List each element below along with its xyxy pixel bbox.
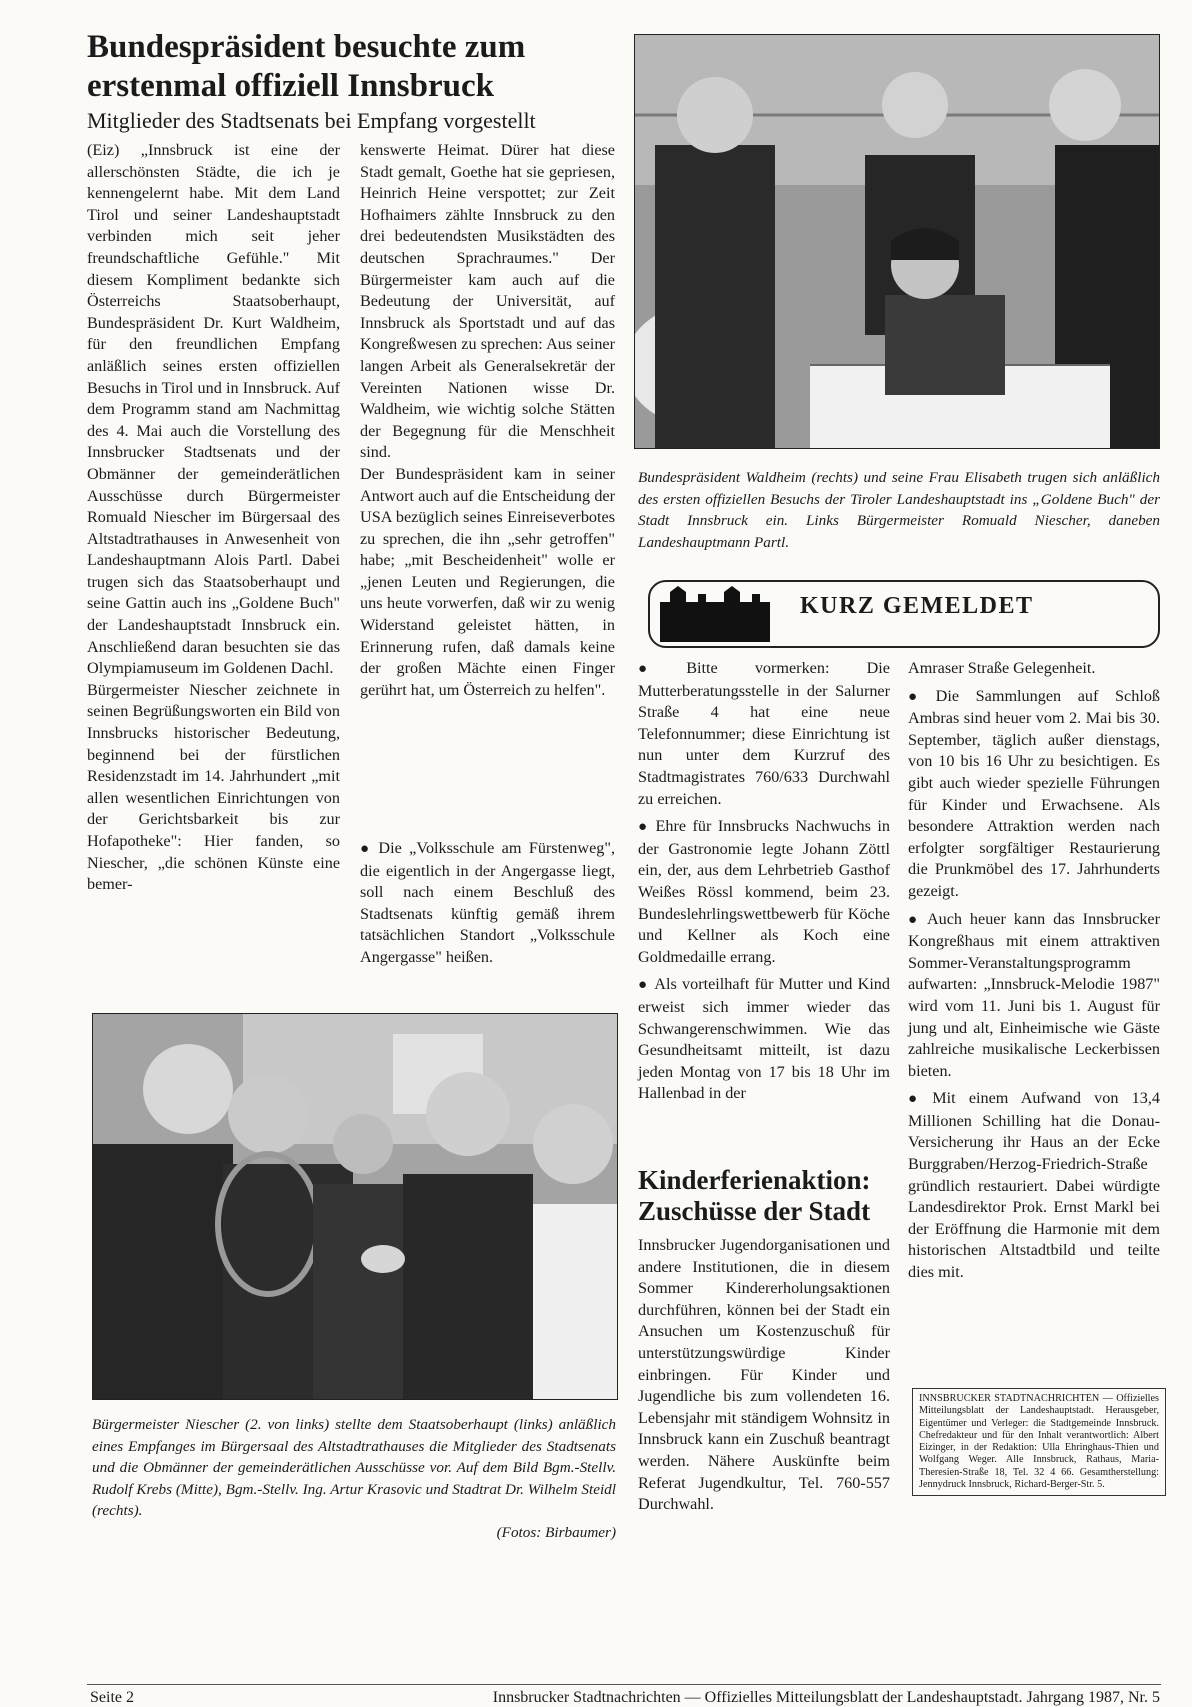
article-column-1 (87, 140, 340, 896)
bullet-icon: ● (638, 819, 650, 836)
kurz-item: ● Als vorteilhaft für Mutter und Kind erweist sich immer wieder das Schwangerenschwimmen. Wie das Gesundheitsamt mitteilt, ist dazu jeden Montag von 17 bis 18 Uhr im Hallenbad in der (638, 975, 890, 1103)
footer-rule (87, 1684, 1161, 1685)
article-paragraph: Der Bundespräsident kam in seiner Antwort auch auf die Entscheidung der USA bezüglich seines Einreiseverbotes zu sprechen, die ihn „sehr getroffen" habe; „mit Bescheidenheit" wolle er „jenen Leuten und Regierungen, die uns heute vorwerfen, daß wir zu wenig Widerstand geleistet hätten, in Erinnerung rufen, daß damals keine der großen Mächte einen Finger gerührt hat, um Österreich zu helfen". (360, 464, 615, 699)
kinder-headline: Kinderferienaktion: Zuschüsse der Stadt (638, 1165, 871, 1226)
article-paragraph: Bürgermeister Niescher zeichnete in seinen Begrüßungsworten ein Bild von Innsbrucks historischer Bedeutung, beginnend bei der fürstlichen Residenzstadt im 14. Jahrhundert „mit allen wesentlichen Einrichtungen von der Gerichtsbarkeit bis zur Hofapotheke": Hier fanden, so Niescher, „die schönen Künste eine bemer- (87, 680, 340, 894)
kurz-item: ● Auch heuer kann das Innsbrucker Kongreßhaus mit einem attraktiven Sommer-Veranstaltungsprogramm aufwarten: „Innsbruck-Melodie 1987" wird vom 11. Juni bis 1. August für jung und alt, Einheimische wie Gäste zahlreiche musikalische Leckerbissen bieten. (908, 909, 1160, 1080)
note-text: Die „Volksschule am Fürstenweg", die eigentlich in der Angergasse liegt, soll nach einem Beschluß des Stadtsenats künftig gemäß ihrem tatsächlichen Standort „Volksschule Angergasse" heißen. (360, 839, 616, 966)
bullet-icon: ● (908, 911, 921, 928)
bullet-icon: ● (908, 688, 930, 705)
kurz-item: ● Ehre für Innsbrucks Nachwuchs in der Gastronomie legte Johann Zöttl ein, der, aus dem Lehrbetrieb Gasthof Weißes Rössl kommend, beim 23. Bundeslehrlingswettbewerb für Köche und Kellner als Koch eine Goldmedaille errang. (638, 817, 890, 966)
kurz-gemeldet-title: KURZ GEMELDET (800, 593, 1034, 619)
impressum-box: INNSBRUCKER STADTNACHRICHTEN — Offizielles Mitteilungsblatt der Landeshauptstadt. Herausgeber, Eigentümer und Verleger: die Stadtgemeinde Innsbruck. Chefredakteur und für den Inhalt verantwortlich: Albert Eizinger, in der Redaktion: Ulla Ehringhaus-Thien und Wolfgang Weger. Alle Innsbruck, Rathaus, Maria-Theresien-Straße 18, Tel. 32 4 66. Gesamtherstellung: Jennydruck Innsbruck, Richard-Berger-Str. 5. (912, 1388, 1166, 1496)
photo-illustration (635, 35, 1159, 448)
photo-golden-book-signing (634, 34, 1160, 449)
article-headline: Bundespräsident besuchte zum erstenmal offiziell Innsbruck (87, 29, 526, 104)
kinder-body: Innsbrucker Jugendorganisationen und andere Institutionen, die in diesem Sommer Kindererholungsaktionen durchführen, können bei der Stadt ein Ansuchen um Kostenzuschuß für unterstützungswürdige Kinder einbringen. Für Kinder und Jugendliche bis zum vollendeten 16. Lebensjahr mit ständigem Wohnsitz in Innsbruck kann ein Zuschuß beantragt werden. Nähere Auskünfte beim Referat Jugendkultur, Tel. 760-557 Durchwahl. (638, 1236, 890, 1514)
article-paragraph: (Eiz) „Innsbruck ist eine der allerschönsten Städte, die ich je kennengelernt habe. Mit dem Land Tirol und seiner Landeshauptstadt verbinden mich seit jeher freundschaftliche Gefühle." Mit diesem Kompliment bedankte sich Österreichs Staatsoberhaupt, Bundespräsident Dr. Kurt Waldheim, für den freundlichen Empfang anläßlich seines ersten offiziellen Besuchs in Tirol und in Innsbruck. Auf dem Programm stand am Nachmittag des 4. Mai auch die Vorstellung des Innsbrucker Stadtsenats und der Obmänner der gemeinderätlichen Ausschüsse durch Bürgermeister Romuald Niescher im Bürgersaal des Altstadtrathauses in Anwesenheit von Landeshauptmann Alois Partl. Dabei trugen sich das Staatsoberhaupt und seine Gattin auch ins „Goldene Buch" der Landeshauptstadt Innsbruck ein. Anschließend daran besuchten sie das Olympiamuseum im Goldenen Dachl. (87, 141, 340, 678)
photo-top-caption: Bundespräsident Waldheim (rechts) und seine Frau Elisabeth trugen sich anläßlich des ersten offiziellen Besuchs der Tiroler Landeshauptstadt ins „Goldene Buch" der Stadt Innsbruck ein. Links Bürgermeister Romuald Niescher, daneben Landeshauptmann Partl. (638, 469, 1160, 551)
kurz-item-continued: Amraser Straße Gelegenheit. (908, 659, 1096, 677)
kurz-column-1 (638, 658, 890, 1105)
volksschule-note (360, 838, 615, 969)
bullet-icon: ● (360, 841, 373, 857)
bullet-icon: ● (638, 977, 649, 994)
kurz-item: ● Die Sammlungen auf Schloß Ambras sind heuer vom 2. Mai bis 30. September, täglich außer dienstags, von 10 bis 16 Uhr zu besichtigen. Es gibt auch wieder spezielle Führungen für Kinder und Erwachsene. Als besondere Attraktion werden nach erfolgter sorgfältiger Restaurierung die Prunkmöbel des 17. Jahrhunderts gezeigt. (908, 686, 1161, 900)
article-subheadline: Mitglieder des Stadtsenats bei Empfang vorgestellt (87, 108, 536, 133)
bullet-icon: ● (638, 661, 681, 677)
page-number: Seite 2 (90, 1689, 134, 1706)
kurz-item: ● Mit einem Aufwand von 13,4 Millionen Schilling hat die Donau-Versicherung ihr Haus an der Ecke Burggraben/Herzog-Friedrich-Straße gründlich restauriert. Dabei würdigte Landesdirektor Prok. Ernst Markl bei der Eröffnung die Harmonie mit dem historischen Altstadtbild und teilte dies mit. (908, 1089, 1160, 1282)
caption-text: Bürgermeister Niescher (2. von links) stellte dem Staatsoberhaupt (links) anläßlich eines Empfanges im Bürgersaal des Altstadtrathauses die Mitglieder des Stadtsenats und die Obmänner der gemeinderätlichen Ausschüsse vor. Auf dem Bild Bgm.-Stellv. Rudolf Krebs (Mitte), Bgm.-Stellv. Ing. Artur Krasovic und Stadtrat Dr. Wilhelm Steidl (rechts). (92, 1416, 616, 1519)
photo-illustration (93, 1014, 617, 1399)
kurz-item: ● Bitte vormerken: Die Mutterberatungsstelle in der Salurner Straße 4 hat eine neue Telefonnummer; diese Einrichtung ist nun unter dem Kurzruf des Stadtmagistrates 760/633 Durchwahl zu erreichen. (638, 659, 890, 808)
kurz-column-2 (908, 658, 1160, 1284)
photo-bottom-caption (92, 1414, 616, 1543)
article-paragraph: kenswerte Heimat. Dürer hat diese Stadt gemalt, Goethe hat sie gepriesen, Heinrich Heine verspottet; zur Zeit Hofhaimers zählte Innsbruck zu den drei bedeutendsten Musikstädten des deutschen Sprachraumes." Der Bürgermeister kam auch auf die Bedeutung der Universität, auf Innsbruck als Sportstadt und auf das Kongreßwesen zu sprechen: Aus seiner langen Arbeit als Generalsekretär der Vereinten Nationen wisse Dr. Waldheim, wie wichtig solche Stätten der Begegnung für die Menschheit sind. (360, 141, 615, 462)
publication-info: Innsbrucker Stadtnachrichten — Offizielles Mitteilungsblatt der Landeshauptstadt. Jahrgang 1987, Nr. 5 (492, 1689, 1160, 1706)
bullet-icon: ● (908, 1091, 927, 1108)
photo-reception-handshake (92, 1013, 618, 1400)
article-column-2 (360, 140, 615, 701)
city-silhouette-icon (660, 584, 770, 647)
photo-credit: (Fotos: Birbaumer) (496, 1523, 616, 1541)
